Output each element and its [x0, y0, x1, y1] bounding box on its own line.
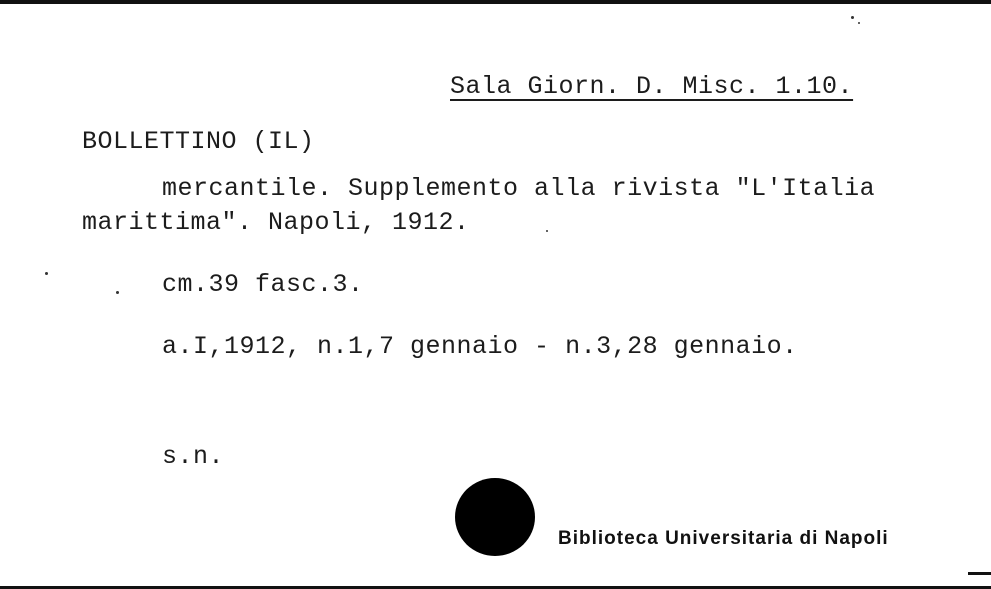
scan-speck	[851, 16, 854, 19]
shelfmark: Sala Giorn. D. Misc. 1.10.	[450, 72, 854, 101]
holdings-statement: a.I,1912, n.1,7 gennaio - n.3,28 gennaio.	[162, 332, 798, 361]
description-line-1: mercantile. Supplemento alla rivista "L'Italia	[162, 174, 876, 203]
scan-speck	[858, 22, 860, 24]
scan-speck	[116, 291, 119, 294]
library-stamp-dot	[455, 478, 535, 556]
scan-speck	[45, 272, 48, 275]
description-line-2: marittima". Napoli, 1912.	[82, 208, 470, 237]
scan-speck	[546, 230, 548, 232]
scan-edge-mark	[0, 2, 991, 4]
title-heading: BOLLETTINO (IL)	[82, 127, 315, 156]
publisher-note: s.n.	[162, 442, 225, 471]
library-stamp-label: Biblioteca Universitaria di Napoli	[558, 528, 889, 549]
scan-edge-mark	[968, 572, 991, 575]
physical-description: cm.39 fasc.3.	[162, 270, 364, 299]
